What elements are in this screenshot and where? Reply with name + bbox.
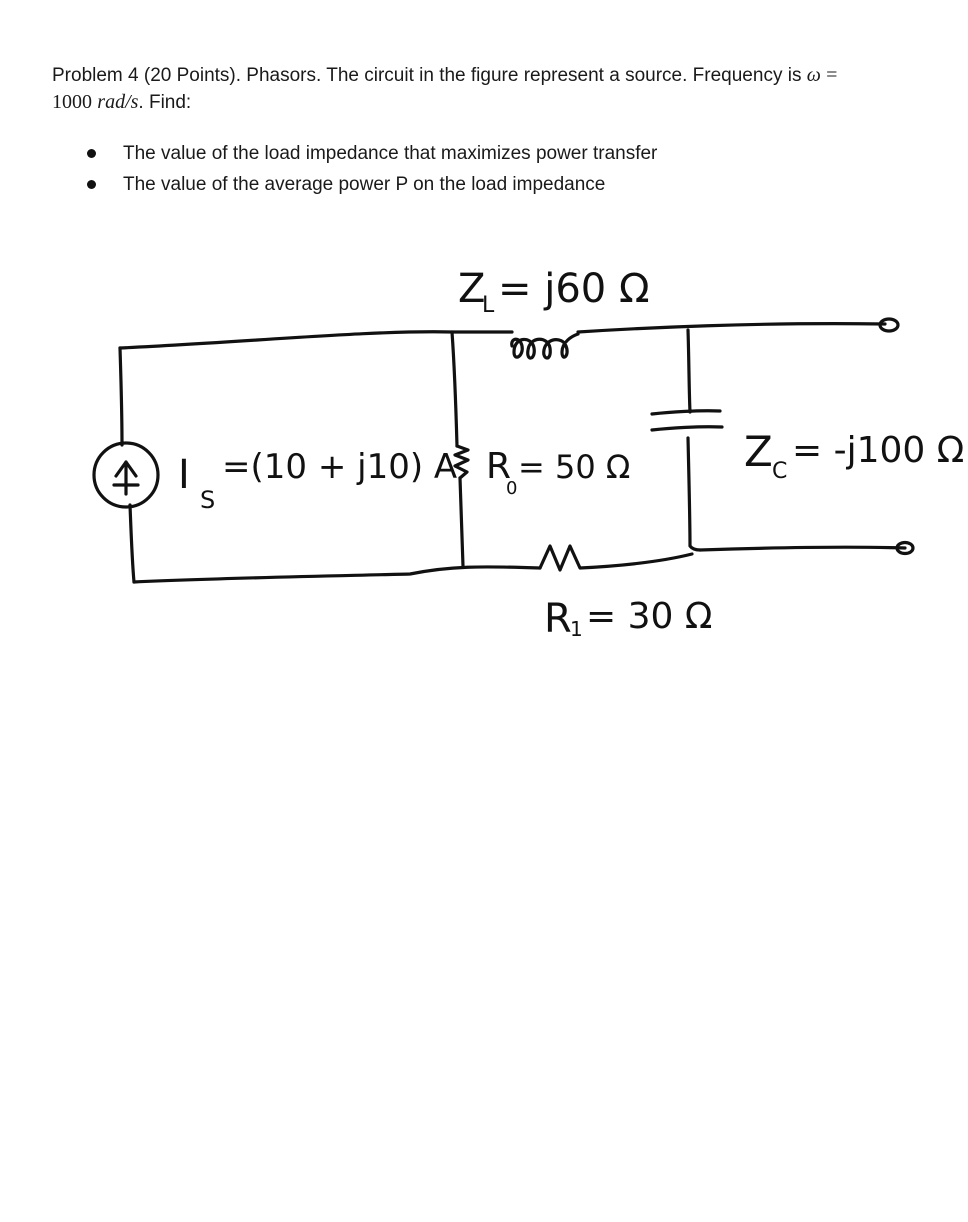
left-wire-bottom bbox=[130, 505, 134, 582]
top-wire-right bbox=[578, 324, 885, 332]
source-value: =(10 + j10) A bbox=[222, 447, 458, 487]
cap-branch-bottom bbox=[688, 438, 700, 550]
r0-label: R bbox=[486, 446, 512, 487]
source-sub: S bbox=[200, 486, 216, 514]
r0-branch-bottom bbox=[460, 478, 463, 566]
r0-branch-top bbox=[452, 332, 457, 446]
capacitor-label: Z bbox=[744, 427, 773, 476]
inductor-coil bbox=[512, 334, 578, 358]
task-text: The value of the average power P on the load impedance bbox=[123, 174, 606, 195]
r1-label: R bbox=[544, 596, 572, 642]
capacitor-plate-bottom bbox=[652, 427, 722, 430]
cap-branch-top bbox=[688, 330, 690, 412]
omega-value: 1000 bbox=[52, 91, 92, 113]
r0-sub: 0 bbox=[506, 478, 518, 499]
r0-value: = 50 Ω bbox=[518, 448, 631, 486]
problem-lead: Problem 4 (20 Points). Phasors. The circuit in the figure represent a source. Frequency is bbox=[52, 65, 802, 86]
bottom-wire-right bbox=[700, 547, 905, 550]
r1-sub: 1 bbox=[570, 617, 583, 641]
left-wire-top bbox=[120, 348, 122, 445]
current-arrow-icon bbox=[114, 462, 138, 494]
inductor-sub: L bbox=[482, 293, 495, 318]
capacitor-value: = -j100 Ω bbox=[792, 430, 965, 471]
task-text: The value of the load impedance that maximizes power transfer bbox=[123, 143, 658, 164]
source-label: I bbox=[178, 452, 190, 498]
r1-value: = 30 Ω bbox=[586, 596, 713, 637]
resistor-r1 bbox=[540, 546, 692, 570]
inductor-label: Z bbox=[458, 266, 486, 312]
problem-tail: . Find: bbox=[138, 92, 192, 113]
bottom-wire bbox=[134, 567, 540, 582]
equals-sign: = bbox=[826, 64, 838, 86]
omega-symbol: ω bbox=[806, 64, 821, 86]
omega-unit: rad/s bbox=[97, 91, 139, 113]
capacitor-sub: C bbox=[772, 459, 788, 484]
capacitor-plate-top bbox=[652, 411, 720, 414]
inductor-value: = j60 Ω bbox=[498, 266, 650, 312]
